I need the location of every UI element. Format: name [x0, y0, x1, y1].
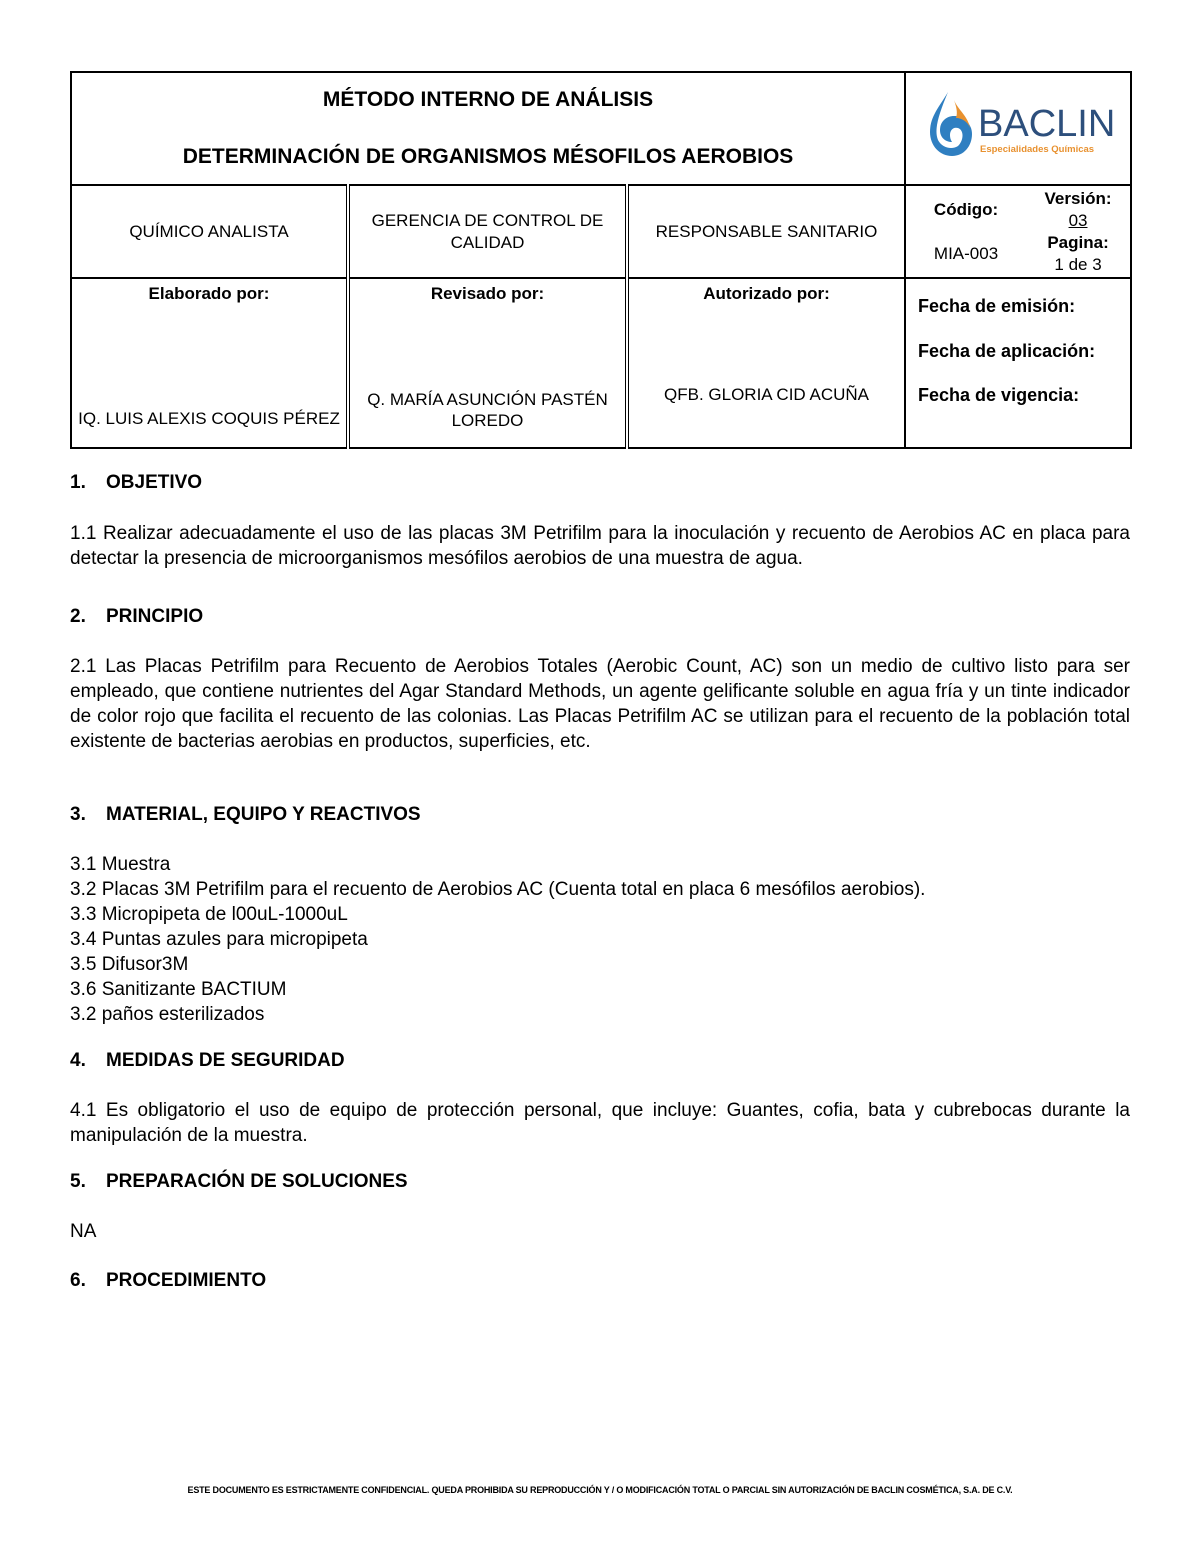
logo-tagline-text: Especialidades Químicas	[980, 143, 1095, 155]
confidentiality-footer: ESTE DOCUMENTO ES ESTRICTAMENTE CONFIDENCIAL. QUEDA PROHIBIDA SU REPRODUCCIÓN Y / O MODIFICACIÓN TOTAL O PARCIAL SIN AUTORIZACIÓN DE BACLIN COSMÉTICA, S.A. DE C.V.	[187, 1485, 1013, 1495]
section-heading-principio: 2. PRINCIPIO	[70, 606, 204, 627]
code-block	[906, 186, 1026, 277]
signature-name: QFB. GLORIA CID ACUÑA	[664, 384, 870, 404]
dates-block	[905, 278, 1131, 448]
section-heading-soluciones: 5. PREPARACIÓN DE SOLUCIONES	[70, 1171, 408, 1192]
list-item: 3.2 paños esterilizados	[70, 1004, 265, 1025]
document-header-table	[70, 71, 1132, 449]
signature-role: Elaborado por:	[148, 284, 270, 303]
fecha-aplicacion-label: Fecha de aplicación:	[918, 340, 1096, 361]
baclin-logo-icon	[918, 86, 1118, 166]
role-quimico-analista: QUÍMICO ANALISTA	[71, 185, 348, 278]
section-heading-material: 3. MATERIAL, EQUIPO Y REACTIVOS	[70, 804, 421, 825]
document-title	[71, 72, 905, 185]
material-list	[70, 852, 1130, 1027]
version-block	[1026, 186, 1130, 277]
role-responsable-sanitario: RESPONSABLE SANITARIO	[627, 185, 905, 278]
page-label: Pagina:	[1047, 232, 1109, 252]
section-text-soluciones: NA	[70, 1221, 97, 1242]
section-heading-procedimiento: 6. PROCEDIMIENTO	[70, 1270, 267, 1291]
role-gerencia-calidad: GERENCIA DE CONTROL DE CALIDAD	[348, 185, 627, 278]
signature-revisado	[348, 278, 627, 448]
signature-name: IQ. LUIS ALEXIS COQUIS PÉREZ	[78, 408, 340, 428]
list-item: 3.4 Puntas azules para micropipeta	[70, 929, 368, 950]
code-value: MIA-003	[933, 243, 999, 263]
section-heading-objetivo: 1. OBJETIVO	[70, 472, 203, 493]
document-body	[70, 470, 1130, 1293]
section-heading-seguridad: 4. MEDIDAS DE SEGURIDAD	[70, 1050, 345, 1071]
list-item: 3.6 Sanitizante BACTIUM	[70, 979, 287, 1000]
signature-role: Revisado por:	[430, 284, 545, 303]
signature-elaborado	[71, 278, 348, 448]
list-item: 3.2 Placas 3M Petrifilm para el recuento de Aerobios AC (Cuenta total en placa 6 mesófilos aerobios).	[70, 879, 926, 900]
signature-role: Autorizado por:	[703, 284, 830, 303]
logo-brand-text: BACLIN	[978, 102, 1116, 145]
signature-name: Q. MARÍA ASUNCIÓN PASTÉN LOREDO	[367, 389, 608, 430]
list-item: 3.3 Micropipeta de l00uL-1000uL	[70, 904, 348, 925]
list-item: 3.1 Muestra	[70, 854, 171, 875]
section-text-objetivo: 1.1 Realizar adecuadamente el uso de las placas 3M Petrifilm para la inoculación y recuento de Aerobios AC en placa para detectar la presencia de microorganismos mesófilos aerobios de una muestra de agua.	[70, 523, 1130, 569]
page-value: 1 de 3	[1054, 254, 1102, 274]
company-logo	[905, 72, 1131, 185]
code-label: Código:	[933, 200, 999, 220]
fecha-emision-label: Fecha de emisión:	[918, 296, 1076, 316]
title-line-2: DETERMINACIÓN DE ORGANISMOS MÉSOFILOS AEROBIOS	[182, 144, 794, 168]
fecha-vigencia-label: Fecha de vigencia:	[918, 385, 1080, 405]
code-version-cell	[905, 185, 1131, 278]
version-label: Versión:	[1044, 188, 1112, 208]
version-value: 03	[1068, 210, 1088, 230]
section-text-principio: 2.1 Las Placas Petrifilm para Recuento de Aerobios Totales (Aerobic Count, AC) son un medio de cultivo listo para ser empleado, que contiene nutrientes del Agar Standard Methods, un agente gelificante soluble en agua fría y un tinte indicador de color rojo que facilita el recuento de las colonias. Las Placas Petrifilm AC se utilizan para el recuento de la población total existente de bacterias aerobias en productos, superficies, etc.	[70, 656, 1130, 752]
signature-autorizado	[627, 278, 905, 448]
title-line-1: MÉTODO INTERNO DE ANÁLISIS	[322, 88, 654, 112]
section-text-seguridad: 4.1 Es obligatorio el uso de equipo de protección personal, que incluye: Guantes, cofia, bata y cubrebocas durante la manipulación de la muestra.	[70, 1100, 1130, 1146]
list-item: 3.5 Difusor3M	[70, 954, 189, 975]
